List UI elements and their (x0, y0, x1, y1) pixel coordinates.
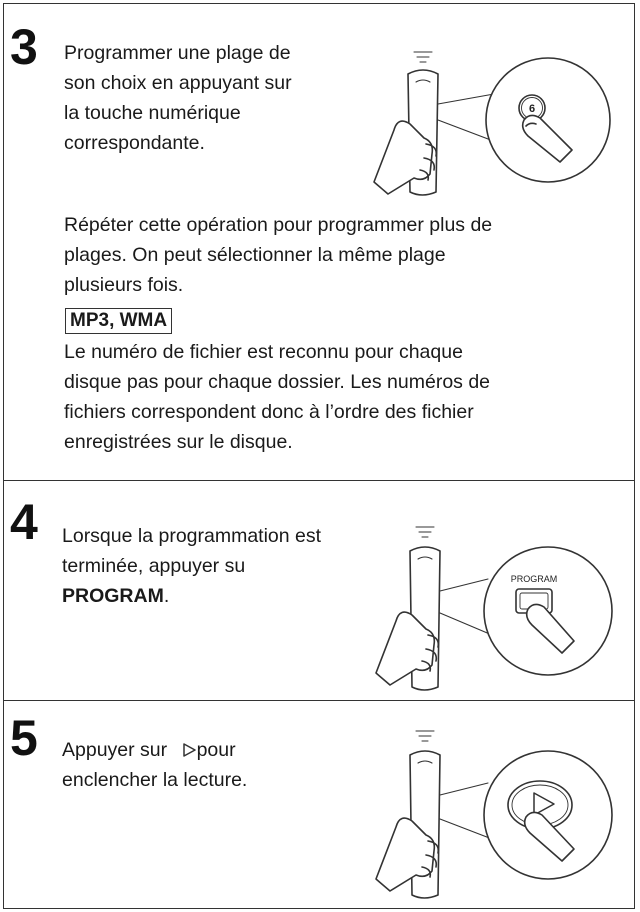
program-button-label: PROGRAM (510, 574, 558, 584)
program-button-name: PROGRAM (62, 585, 164, 607)
step-number: 3 (10, 19, 38, 75)
instruction-line (62, 735, 392, 765)
step-instruction (62, 735, 392, 795)
step-4-panel (3, 481, 635, 701)
button-6-label: 6 (528, 103, 536, 115)
step-number: 5 (10, 710, 38, 766)
step-instruction: Programmer une plage de son choix en appuyant sur la touche numérique correspondante. (64, 42, 292, 154)
instruction-line: terminée, appuyer su (62, 555, 246, 577)
instruction-text: Appuyer sur (62, 739, 168, 761)
step-note: Répéter cette opération pour programmer plus de plages. On peut sélectionner la même plage plusieurs fois. (64, 214, 493, 296)
instruction-text: pour (196, 739, 236, 761)
instruction-line: enclencher la lecture. (62, 769, 248, 791)
instruction-line: Lorsque la programmation est (62, 525, 322, 547)
instruction-line (62, 581, 392, 611)
step-instruction (62, 521, 392, 611)
step-number: 4 (10, 494, 38, 550)
remote-control-play-button-icon (364, 719, 624, 904)
play-inline-icon (181, 743, 197, 757)
instruction-period: . (163, 585, 170, 607)
remote-control-numeric-button-icon (364, 42, 624, 202)
mp3-wma-badge: MP3, WMA (65, 308, 172, 334)
step-note-mp3: Le numéro de fichier est reconnu pour chaque disque pas pour chaque dossier. Les numéros de fichiers correspondent donc à l’ordre des fichier enregistrées sur le disque. (64, 341, 491, 453)
step-3-panel (3, 3, 635, 481)
step-5-panel (3, 701, 635, 909)
remote-control-program-button-icon (364, 517, 624, 697)
